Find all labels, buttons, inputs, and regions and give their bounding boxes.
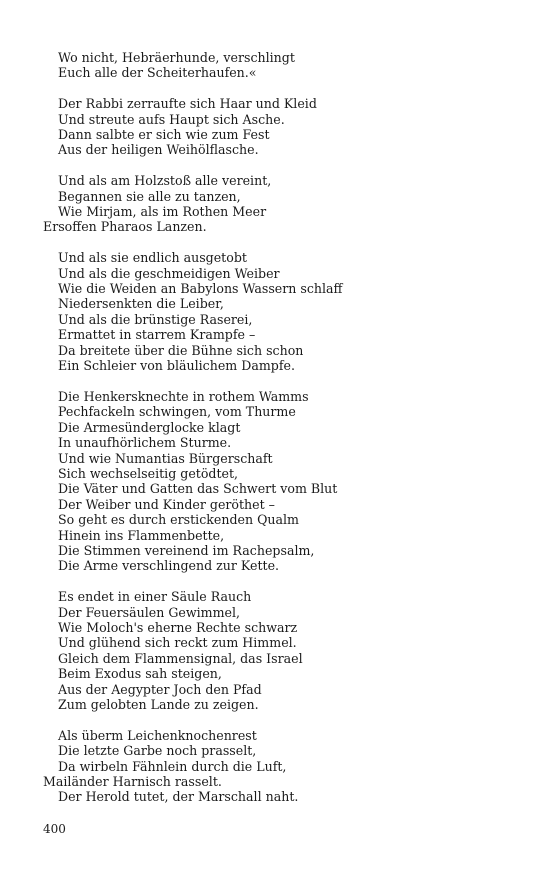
- stanza: [43, 389, 523, 574]
- page-number: 400: [43, 822, 66, 836]
- verse-line: Ersoffen Pharaos Lanzen.: [43, 219, 207, 235]
- verse-line: Der Herold tutet, der Marschall naht.: [58, 789, 299, 805]
- stanza: [43, 96, 523, 158]
- verse-line: Die Henkersknechte in rothem Wamms: [58, 388, 309, 404]
- poem-text: [43, 50, 523, 820]
- verse-line: Wie Moloch's eherne Rechte schwarz: [58, 619, 298, 635]
- verse-line: Ein Schleier von bläulichem Dampfe.: [58, 358, 295, 374]
- verse-line: Euch alle der Scheiterhaufen.«: [58, 65, 257, 81]
- verse-line: Der Weiber und Kinder geröthet –: [58, 496, 275, 512]
- verse-line: Da wirbeln Fähnlein durch die Luft,: [58, 758, 287, 774]
- verse-line: Sich wechselseitig getödtet,: [58, 465, 239, 481]
- verse-line: Und als sie endlich ausgetobt: [58, 250, 247, 266]
- stanza: [43, 728, 523, 805]
- verse-line: In unaufhörlichem Sturme.: [58, 435, 232, 451]
- verse-line: Begannen sie alle zu tanzen,: [58, 188, 241, 204]
- verse-line: Wie Mirjam, als im Rothen Meer: [58, 204, 267, 220]
- verse-line: Zum gelobten Lande zu zeigen.: [58, 696, 259, 712]
- verse-line: Wie die Weiden an Babylons Wassern schlaff: [58, 281, 343, 297]
- verse-line: Es endet in einer Säule Rauch: [58, 589, 252, 605]
- verse-line: Der Rabbi zerraufte sich Haar und Kleid: [58, 96, 317, 112]
- stanza: [43, 50, 523, 81]
- verse-line: Die Stimmen vereinend im Rachepsalm,: [58, 542, 315, 558]
- verse-line: Dann salbte er sich wie zum Fest: [58, 127, 270, 143]
- verse-line: Hinein ins Flammenbette,: [58, 527, 225, 543]
- verse-line: Aus der Aegypter Joch den Pfad: [58, 681, 262, 697]
- verse-line: Und streute aufs Haupt sich Asche.: [58, 111, 285, 127]
- verse-line: Und als am Holzstoß alle vereint,: [58, 173, 272, 189]
- stanza: [43, 589, 523, 712]
- verse-line: Mailänder Harnisch rasselt.: [43, 774, 222, 789]
- verse-line: Und als die geschmeidigen Weiber: [58, 265, 280, 281]
- verse-line: Die letzte Garbe noch prasselt,: [58, 743, 257, 759]
- stanza: [43, 173, 523, 235]
- verse-line: Beim Exodus sah steigen,: [58, 666, 222, 682]
- verse-line: Die Arme verschlingend zur Kette.: [58, 558, 280, 574]
- verse-line: Die Väter und Gatten das Schwert vom Blut: [58, 481, 338, 497]
- verse-line: Der Feuersäulen Gewimmel,: [58, 604, 241, 620]
- verse-line: Pechfackeln schwingen, vom Thurme: [58, 404, 296, 420]
- verse-line: Gleich dem Flammensignal, das Israel: [58, 650, 303, 666]
- verse-line: Die Armesünderglocke klagt: [58, 419, 241, 435]
- verse-line: Wo nicht, Hebräerhunde, verschlingt: [58, 50, 295, 65]
- verse-line: Als überm Leichenknochenrest: [58, 727, 257, 743]
- stanza: [43, 250, 523, 373]
- verse-line: Niedersenkten die Leiber,: [58, 296, 224, 312]
- verse-line: Ermattet in starrem Krampfe –: [58, 327, 256, 343]
- verse-line: Aus der heiligen Weihölflasche.: [58, 142, 259, 158]
- verse-line: Und als die brünstige Raserei,: [58, 311, 253, 327]
- verse-line: Und wie Numantias Bürgerschaft: [58, 450, 273, 466]
- verse-line: Da breitete über die Bühne sich schon: [58, 342, 304, 358]
- verse-line: So geht es durch erstickenden Qualm: [58, 512, 299, 528]
- verse-line: Und glühend sich reckt zum Himmel.: [58, 635, 297, 651]
